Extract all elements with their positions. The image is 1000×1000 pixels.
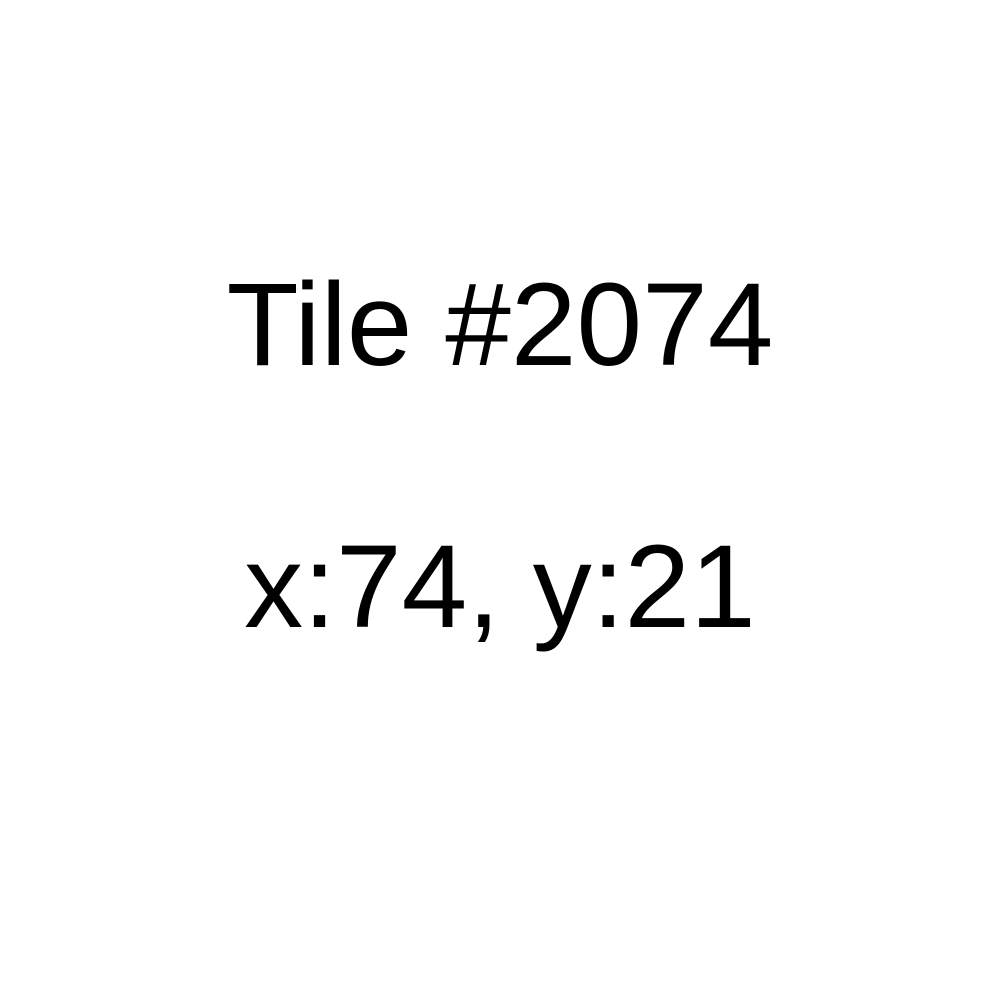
tile-title: Tile #2074 xyxy=(226,259,774,391)
tile-coordinates: x:74, y:21 xyxy=(244,521,756,653)
